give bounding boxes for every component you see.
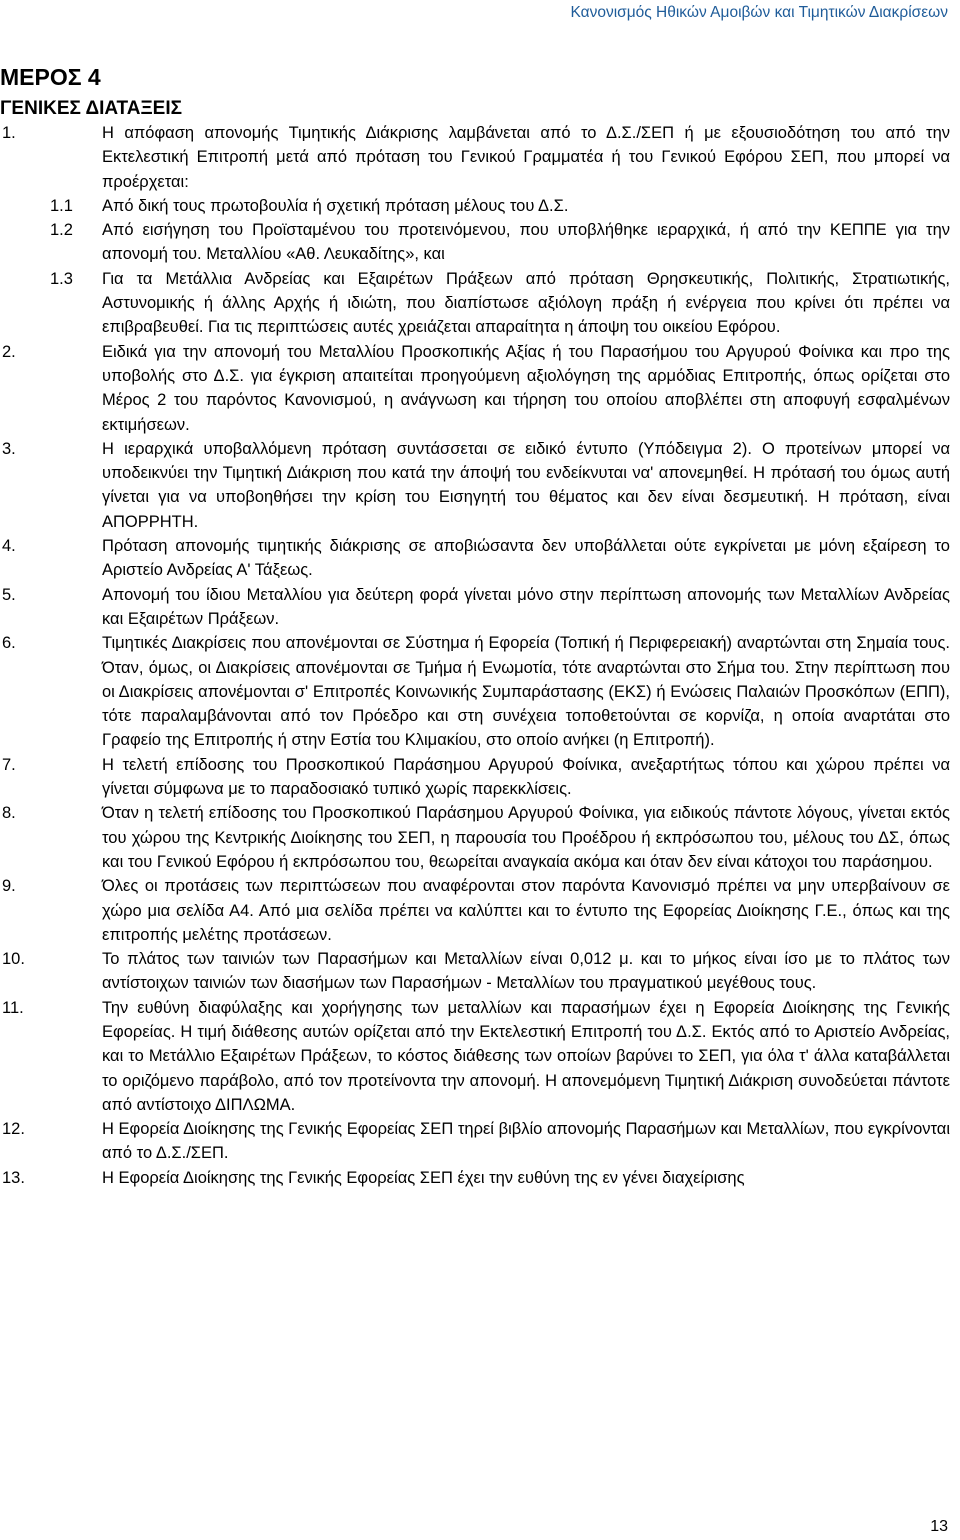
list-item-12 (0, 1117, 950, 1166)
item-number: 2. (2, 342, 16, 361)
item-number: 13. (2, 1168, 25, 1187)
item-text: Πρόταση απονομής τιμητικής διάκρισης σε αποβιώσαντα δεν υποβάλλεται ούτε εγκρίνεται με μόνη εξαίρεση το Αριστείο Ανδρείας Α' Τάξεως. (102, 537, 950, 580)
running-header: Κανονισμός Ηθικών Αμοιβών και Τιμητικών Διακρίσεων (570, 4, 948, 21)
item-text: Η Εφορεία Διοίκησης της Γενικής Εφορείας ΣΕΠ τηρεί βιβλίο απονομής Παρασήμων και Μεταλλίων, που εγκρίνονται από το Δ.Σ./ΣΕΠ. (102, 1120, 950, 1163)
item-text: Η ιεραρχικά υποβαλλόμενη πρόταση συντάσσεται σε ειδικό έντυπο (Υπόδειγμα 2). Ο προτείνων μπορεί να υποδεικνύει την Τιμητική Διάκριση που κατά την άποψή του ενδείκνυται να' απονεμηθεί. Η πρότασή του όμως αυτή γίνεται για να υποβοηθήσει την κρίση του Εισηγητή του θέματος και δεν είναι δεσμευτική. Η πρόταση, είναι ΑΠΟΡΡΗΤΗ. (102, 439, 950, 531)
list-item-1-1 (0, 194, 950, 218)
part-title: ΜΕΡΟΣ 4 (0, 64, 101, 90)
item-number: 9. (2, 877, 16, 896)
list-item-3 (0, 437, 950, 534)
item-text: Από εισήγηση του Προϊσταμένου του προτεινόμενου, που υποβλήθηκε ιεραρχικά, ή από την ΚΕΠΠΕ για την απονομή του. Μεταλλίου «Αθ. Λευκαδίτης», και (102, 221, 950, 264)
page-number: 13 (930, 1518, 948, 1535)
item-number: 12. (2, 1120, 25, 1139)
item-number: 5. (2, 585, 16, 604)
item-number: 1.1 (50, 196, 73, 215)
list-item-7 (0, 753, 950, 802)
list-item-5 (0, 583, 950, 632)
item-text: Η τελετή επίδοσης του Προσκοπικού Παράσημου Αργυρού Φοίνικα, ανεξαρτήτως τόπου και χώρου πρέπει να γίνεται σύμφωνα με το παραδοσιακό τυπικό χωρίς παρεκκλίσεις. (102, 755, 950, 799)
item-number: 7. (2, 755, 16, 774)
item-number: 11. (2, 998, 24, 1017)
item-number: 8. (2, 804, 16, 823)
item-text: Ειδικά για την απονομή του Μεταλλίου Προσκοπικής Αξίας ή του Παρασήμου του Αργυρού Φοίνικα και προ της υποβολής στο Δ.Σ. για έγκριση απαιτείται προηγούμενη αξιολόγηση της αρμόδιας Επιτροπής, όπως ορίζεται στο Μέρος 2 του παρόντος Κανονισμού, η ανάγνωση και τήρηση του οποίου αποβλέπει στη αποφυγή εσφαλμένων εκτιμήσεων. (102, 342, 950, 434)
item-text: Όλες οι προτάσεις των περιπτώσεων που αναφέρονται στον παρόντα Κανονισμό πρέπει να μην υπερβαίνουν σε χώρο μια σελίδα Α4. Από μια σελίδα πρέπει να καλύπτει και το έντυπο της Εφορείας Διοίκησης Γ.Ε., όπως και της επιτροπής μελέτης προτάσεων. (102, 877, 950, 944)
list-item-10 (0, 947, 950, 996)
item-text: Απονομή του ίδιου Μεταλλίου για δεύτερη φορά γίνεται μόνο στην περίπτωση απονομής των Μεταλλίων Ανδρείας και Εξαιρέτων Πράξεων. (102, 585, 950, 628)
item-number: 10. (2, 950, 25, 969)
item-number: 1.2 (50, 221, 73, 240)
list-item-11 (0, 996, 950, 1117)
item-text: Από δική τους πρωτοβουλία ή σχετική πρόταση μέλους του Δ.Σ. (102, 196, 569, 215)
list-item-1-3 (0, 267, 950, 340)
item-text: Η Εφορεία Διοίκησης της Γενικής Εφορείας ΣΕΠ έχει την ευθύνη της εν γένει διαχείρισης (102, 1168, 745, 1187)
list-item-6 (0, 631, 950, 752)
list-item-9 (0, 874, 950, 947)
list-item-4 (0, 534, 950, 583)
item-text: Όταν η τελετή επίδοσης του Προσκοπικού Παράσημου Αργυρού Φοίνικα, για ειδικούς πάντοτε λόγους, γίνεται εκτός του χώρου της Κεντρικής Διοίκησης του ΣΕΠ, η παρουσία του Προέδρου ή εκπρόσωπου του, μέλους του ΔΣ, όπως και του Γενικού Εφόρου ή εκπρόσωπου του, θεωρείται αναγκαία ακόμα και όταν δεν είναι κάτοχοι του παράσημου. (102, 804, 950, 871)
item-text: Την ευθύνη διαφύλαξης και χορήγησης των μεταλλίων και παρασήμων έχει η Εφορεία Διοίκησης της Γενικής Εφορείας. Η τιμή διάθεσης αυτών ορίζεται από την Εκτελεστική Επιτροπή του Δ.Σ. Εκτός από το Αριστείο Ανδρείας, και το Μετάλλιο Εξαιρέτων Πράξεων, το κόστος διάθεσης των οποίων βαρύνει το ΣΕΠ, για όλα τ' άλλα καταβάλλεται το οριζόμενο παράβολο, από τον προτείνοντα την απονομή. Η απονεμόμενη Τιμητική Διάκριση συνοδεύεται πάντοτε από αντίστοιχο ΔΙΠΛΩΜΑ. (102, 998, 950, 1114)
item-number: 4. (2, 537, 16, 556)
item-text: Για τα Μετάλλια Ανδρείας και Εξαιρέτων Πράξεων από πρόταση Θρησκευτικής, Πολιτικής, Στρατιωτικής, Αστυνομικής ή άλλης Αρχής ή ιδιώτη, που διαπίστωσε αξιόλογη πράξη ή ενέργεια που κρίνει ότι πρέπει να επιβραβευθεί. Για τις περιπτώσεις αυτές χρειάζεται απαραίτητα η άποψη του οικείου Εφόρου. (102, 269, 950, 337)
list-item-8 (0, 801, 950, 874)
list-item-13 (0, 1166, 950, 1190)
item-number: 1. (2, 124, 16, 142)
item-text: Το πλάτος των ταινιών των Παρασήμων και Μεταλλίων είναι 0,012 μ. και το μήκος είναι ίσο με το πλάτος των αντίστοιχων ταινιών των διασήμων των Παρασήμων - Μεταλλίων του πραγματικού μεγέθους τους. (102, 950, 950, 993)
item-text: Τιμητικές Διακρίσεις που απονέμονται σε Σύστημα ή Εφορεία (Τοπική ή Περιφερειακή) αναρτώνται στη Σημαία τους. Όταν, όμως, οι Διακρίσεις απονέμονται σε Τμήμα ή Ενωμοτία, τότε αναρτώνται στο Σήμα του. Στην περίπτωση που οι Διακρίσεις απονέμονται σ' Επιτροπές Κοινωνικής Συμπαράστασης (ΕΚΣ) ή Ενώσεις Παλαιών Προσκόπων (ΕΠΠ), τότε παραλαμβάνονται από τον Πρόεδρο και στη συνέχεια τοποθετούνται σε κορνίζα, η οποία αναρτάται στο Γραφείο της Επιτροπής ή στην Εστία του Κλιμακίου, στο οποίο ανήκει (η Επιτροπή). (102, 634, 950, 750)
item-number: 1.3 (50, 269, 73, 288)
section-title: ΓΕΝΙΚΕΣ ΔΙΑΤΑΞΕΙΣ (0, 98, 183, 119)
item-number: 6. (2, 634, 16, 653)
item-text: Η απόφαση απονομής Τιμητικής Διάκρισης λαμβάνεται από το Δ.Σ./ΣΕΠ ή με εξουσιοδότηση του από την Εκτελεστική Επιτροπή μετά από πρόταση του Γενικού Γραμματέα ή του Γενικού Εφόρου ΣΕΠ, που μπορεί να προέρχεται: (102, 124, 950, 191)
list-item-1 (0, 121, 950, 194)
list-item-2 (0, 340, 950, 437)
list-item-1-2 (0, 218, 950, 267)
item-number: 3. (2, 439, 16, 458)
document-body (0, 121, 950, 1190)
